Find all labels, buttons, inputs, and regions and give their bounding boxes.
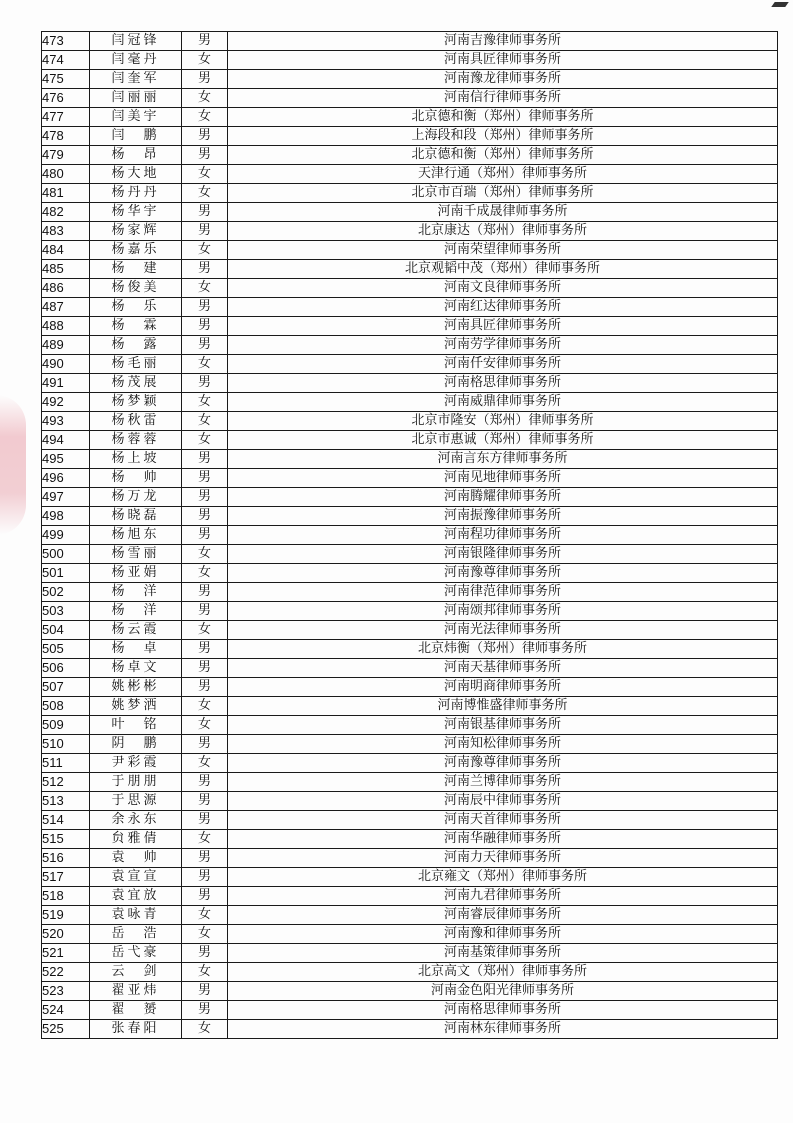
law-firm: 河南基策律师事务所 bbox=[228, 944, 778, 963]
row-number: 498 bbox=[42, 507, 90, 526]
person-name: 翟亚炜 bbox=[90, 982, 182, 1001]
law-firm: 河南颂邦律师事务所 bbox=[228, 602, 778, 621]
gender: 女 bbox=[182, 51, 228, 70]
law-firm: 北京市隆安（郑州）律师事务所 bbox=[228, 412, 778, 431]
law-firm: 河南劳学律师事务所 bbox=[228, 336, 778, 355]
person-name: 袁宣宣 bbox=[90, 868, 182, 887]
gender: 男 bbox=[182, 222, 228, 241]
person-name: 杨卓文 bbox=[90, 659, 182, 678]
person-name: 姚梦洒 bbox=[90, 697, 182, 716]
law-firm: 北京炜衡（郑州）律师事务所 bbox=[228, 640, 778, 659]
person-name: 杨家辉 bbox=[90, 222, 182, 241]
law-firm: 河南仟安律师事务所 bbox=[228, 355, 778, 374]
table-row bbox=[42, 298, 778, 317]
table-row bbox=[42, 203, 778, 222]
gender: 男 bbox=[182, 488, 228, 507]
gender: 男 bbox=[182, 583, 228, 602]
row-number: 517 bbox=[42, 868, 90, 887]
row-number: 524 bbox=[42, 1001, 90, 1020]
gender: 男 bbox=[182, 70, 228, 89]
table-row bbox=[42, 963, 778, 982]
person-name: 于朋朋 bbox=[90, 773, 182, 792]
law-firm: 北京德和衡（郑州）律师事务所 bbox=[228, 146, 778, 165]
gender: 男 bbox=[182, 982, 228, 1001]
row-number: 523 bbox=[42, 982, 90, 1001]
row-number: 508 bbox=[42, 697, 90, 716]
person-name: 杨华宇 bbox=[90, 203, 182, 222]
law-firm: 河南言东方律师事务所 bbox=[228, 450, 778, 469]
gender: 女 bbox=[182, 564, 228, 583]
row-number: 490 bbox=[42, 355, 90, 374]
law-firm: 天津行通（郑州）律师事务所 bbox=[228, 165, 778, 184]
table-row bbox=[42, 241, 778, 260]
row-number: 522 bbox=[42, 963, 90, 982]
roster-table-body bbox=[42, 32, 778, 1039]
law-firm: 河南威鼎律师事务所 bbox=[228, 393, 778, 412]
row-number: 494 bbox=[42, 431, 90, 450]
row-number: 512 bbox=[42, 773, 90, 792]
row-number: 479 bbox=[42, 146, 90, 165]
person-name: 杨云霞 bbox=[90, 621, 182, 640]
gender: 女 bbox=[182, 89, 228, 108]
table-row bbox=[42, 146, 778, 165]
person-name: 闫 鹏 bbox=[90, 127, 182, 146]
table-row bbox=[42, 1020, 778, 1039]
row-number: 491 bbox=[42, 374, 90, 393]
row-number: 476 bbox=[42, 89, 90, 108]
law-firm: 河南博惟盛律师事务所 bbox=[228, 697, 778, 716]
gender: 女 bbox=[182, 925, 228, 944]
law-firm: 北京雍文（郑州）律师事务所 bbox=[228, 868, 778, 887]
person-name: 闫丽丽 bbox=[90, 89, 182, 108]
gender: 女 bbox=[182, 355, 228, 374]
table-row bbox=[42, 792, 778, 811]
table-row bbox=[42, 659, 778, 678]
row-number: 520 bbox=[42, 925, 90, 944]
table-row bbox=[42, 526, 778, 545]
law-firm: 河南豫尊律师事务所 bbox=[228, 754, 778, 773]
person-name: 张春阳 bbox=[90, 1020, 182, 1039]
table-row bbox=[42, 374, 778, 393]
person-name: 袁 帅 bbox=[90, 849, 182, 868]
row-number: 513 bbox=[42, 792, 90, 811]
table-row bbox=[42, 583, 778, 602]
table-row bbox=[42, 336, 778, 355]
gender: 女 bbox=[182, 1020, 228, 1039]
gender: 女 bbox=[182, 621, 228, 640]
table-row bbox=[42, 982, 778, 1001]
law-firm: 河南文良律师事务所 bbox=[228, 279, 778, 298]
table-row bbox=[42, 279, 778, 298]
person-name: 杨蓉蓉 bbox=[90, 431, 182, 450]
row-number: 500 bbox=[42, 545, 90, 564]
person-name: 云 剑 bbox=[90, 963, 182, 982]
gender: 男 bbox=[182, 127, 228, 146]
row-number: 486 bbox=[42, 279, 90, 298]
row-number: 519 bbox=[42, 906, 90, 925]
law-firm: 河南吉豫律师事务所 bbox=[228, 32, 778, 51]
gender: 女 bbox=[182, 165, 228, 184]
gender: 男 bbox=[182, 735, 228, 754]
law-firm: 河南格思律师事务所 bbox=[228, 1001, 778, 1020]
row-number: 499 bbox=[42, 526, 90, 545]
gender: 女 bbox=[182, 184, 228, 203]
person-name: 杨万龙 bbox=[90, 488, 182, 507]
law-firm: 河南天基律师事务所 bbox=[228, 659, 778, 678]
person-name: 闫奎军 bbox=[90, 70, 182, 89]
row-number: 485 bbox=[42, 260, 90, 279]
gender: 男 bbox=[182, 849, 228, 868]
law-firm: 北京市惠诚（郑州）律师事务所 bbox=[228, 431, 778, 450]
table-row bbox=[42, 906, 778, 925]
law-firm: 河南力天律师事务所 bbox=[228, 849, 778, 868]
table-row bbox=[42, 925, 778, 944]
row-number: 521 bbox=[42, 944, 90, 963]
law-firm: 河南华融律师事务所 bbox=[228, 830, 778, 849]
table-row bbox=[42, 507, 778, 526]
row-number: 515 bbox=[42, 830, 90, 849]
law-firm: 河南豫尊律师事务所 bbox=[228, 564, 778, 583]
gender: 男 bbox=[182, 868, 228, 887]
row-number: 502 bbox=[42, 583, 90, 602]
row-number: 474 bbox=[42, 51, 90, 70]
person-name: 杨 卓 bbox=[90, 640, 182, 659]
gender: 男 bbox=[182, 298, 228, 317]
person-name: 余永东 bbox=[90, 811, 182, 830]
row-number: 511 bbox=[42, 754, 90, 773]
table-row bbox=[42, 735, 778, 754]
table-row bbox=[42, 716, 778, 735]
person-name: 杨毛丽 bbox=[90, 355, 182, 374]
gender: 男 bbox=[182, 374, 228, 393]
law-firm: 河南金色阳光律师事务所 bbox=[228, 982, 778, 1001]
person-name: 杨旭东 bbox=[90, 526, 182, 545]
gender: 男 bbox=[182, 773, 228, 792]
table-row bbox=[42, 621, 778, 640]
gender: 女 bbox=[182, 963, 228, 982]
gender: 女 bbox=[182, 108, 228, 127]
person-name: 杨雪丽 bbox=[90, 545, 182, 564]
row-number: 482 bbox=[42, 203, 90, 222]
table-row bbox=[42, 564, 778, 583]
row-number: 506 bbox=[42, 659, 90, 678]
gender: 男 bbox=[182, 450, 228, 469]
table-row bbox=[42, 488, 778, 507]
gender: 男 bbox=[182, 1001, 228, 1020]
scan-mark bbox=[771, 2, 789, 7]
gender: 女 bbox=[182, 754, 228, 773]
table-row bbox=[42, 165, 778, 184]
table-row bbox=[42, 108, 778, 127]
table-row bbox=[42, 678, 778, 697]
gender: 男 bbox=[182, 792, 228, 811]
person-name: 尹彩霞 bbox=[90, 754, 182, 773]
row-number: 487 bbox=[42, 298, 90, 317]
row-number: 478 bbox=[42, 127, 90, 146]
person-name: 于思源 bbox=[90, 792, 182, 811]
person-name: 袁咏青 bbox=[90, 906, 182, 925]
row-number: 503 bbox=[42, 602, 90, 621]
person-name: 杨 洋 bbox=[90, 583, 182, 602]
table-row bbox=[42, 450, 778, 469]
table-row bbox=[42, 127, 778, 146]
gender: 女 bbox=[182, 906, 228, 925]
row-number: 484 bbox=[42, 241, 90, 260]
law-firm: 河南荣望律师事务所 bbox=[228, 241, 778, 260]
law-firm: 河南林东律师事务所 bbox=[228, 1020, 778, 1039]
table-row bbox=[42, 944, 778, 963]
table-row bbox=[42, 70, 778, 89]
law-firm: 北京德和衡（郑州）律师事务所 bbox=[228, 108, 778, 127]
red-seal-stamp bbox=[0, 395, 26, 535]
gender: 男 bbox=[182, 811, 228, 830]
law-firm: 河南银基律师事务所 bbox=[228, 716, 778, 735]
row-number: 525 bbox=[42, 1020, 90, 1039]
person-name: 杨 洋 bbox=[90, 602, 182, 621]
person-name: 杨丹丹 bbox=[90, 184, 182, 203]
row-number: 497 bbox=[42, 488, 90, 507]
row-number: 492 bbox=[42, 393, 90, 412]
law-firm: 北京高文（郑州）律师事务所 bbox=[228, 963, 778, 982]
table-row bbox=[42, 849, 778, 868]
row-number: 495 bbox=[42, 450, 90, 469]
row-number: 507 bbox=[42, 678, 90, 697]
gender: 女 bbox=[182, 393, 228, 412]
person-name: 贠雅倩 bbox=[90, 830, 182, 849]
row-number: 475 bbox=[42, 70, 90, 89]
law-firm: 河南光法律师事务所 bbox=[228, 621, 778, 640]
gender: 男 bbox=[182, 944, 228, 963]
law-firm: 河南辰中律师事务所 bbox=[228, 792, 778, 811]
table-row bbox=[42, 602, 778, 621]
row-number: 514 bbox=[42, 811, 90, 830]
row-number: 505 bbox=[42, 640, 90, 659]
gender: 男 bbox=[182, 507, 228, 526]
gender: 男 bbox=[182, 146, 228, 165]
table-row bbox=[42, 32, 778, 51]
person-name: 杨大地 bbox=[90, 165, 182, 184]
gender: 男 bbox=[182, 469, 228, 488]
row-number: 509 bbox=[42, 716, 90, 735]
row-number: 489 bbox=[42, 336, 90, 355]
table-row bbox=[42, 773, 778, 792]
law-firm: 河南睿辰律师事务所 bbox=[228, 906, 778, 925]
row-number: 477 bbox=[42, 108, 90, 127]
row-number: 488 bbox=[42, 317, 90, 336]
table-row bbox=[42, 51, 778, 70]
table-row bbox=[42, 697, 778, 716]
gender: 男 bbox=[182, 32, 228, 51]
person-name: 杨嘉乐 bbox=[90, 241, 182, 260]
law-firm: 河南具匠律师事务所 bbox=[228, 317, 778, 336]
law-firm: 河南信行律师事务所 bbox=[228, 89, 778, 108]
person-name: 翟 赟 bbox=[90, 1001, 182, 1020]
row-number: 473 bbox=[42, 32, 90, 51]
table-row bbox=[42, 355, 778, 374]
person-name: 岳 浩 bbox=[90, 925, 182, 944]
gender: 女 bbox=[182, 412, 228, 431]
person-name: 阴 鹏 bbox=[90, 735, 182, 754]
gender: 女 bbox=[182, 279, 228, 298]
person-name: 岳弋豪 bbox=[90, 944, 182, 963]
law-firm: 北京观韬中茂（郑州）律师事务所 bbox=[228, 260, 778, 279]
table-row bbox=[42, 811, 778, 830]
person-name: 杨 霖 bbox=[90, 317, 182, 336]
law-firm: 河南九君律师事务所 bbox=[228, 887, 778, 906]
person-name: 杨亚娟 bbox=[90, 564, 182, 583]
law-firm: 河南具匠律师事务所 bbox=[228, 51, 778, 70]
table-row bbox=[42, 887, 778, 906]
law-firm: 河南千成晟律师事务所 bbox=[228, 203, 778, 222]
table-row bbox=[42, 393, 778, 412]
table-row bbox=[42, 469, 778, 488]
person-name: 闫美宇 bbox=[90, 108, 182, 127]
person-name: 闫毫丹 bbox=[90, 51, 182, 70]
law-firm: 河南振豫律师事务所 bbox=[228, 507, 778, 526]
law-firm: 河南程功律师事务所 bbox=[228, 526, 778, 545]
gender: 男 bbox=[182, 887, 228, 906]
table-row bbox=[42, 431, 778, 450]
gender: 女 bbox=[182, 545, 228, 564]
gender: 男 bbox=[182, 260, 228, 279]
row-number: 504 bbox=[42, 621, 90, 640]
person-name: 杨晓磊 bbox=[90, 507, 182, 526]
gender: 女 bbox=[182, 241, 228, 260]
law-firm: 北京康达（郑州）律师事务所 bbox=[228, 222, 778, 241]
gender: 男 bbox=[182, 678, 228, 697]
table-row bbox=[42, 868, 778, 887]
table-row bbox=[42, 412, 778, 431]
gender: 女 bbox=[182, 830, 228, 849]
row-number: 493 bbox=[42, 412, 90, 431]
law-firm: 河南明商律师事务所 bbox=[228, 678, 778, 697]
law-firm: 河南兰博律师事务所 bbox=[228, 773, 778, 792]
person-name: 杨梦颖 bbox=[90, 393, 182, 412]
law-firm: 河南律范律师事务所 bbox=[228, 583, 778, 602]
law-firm: 河南豫龙律师事务所 bbox=[228, 70, 778, 89]
law-firm: 河南红达律师事务所 bbox=[228, 298, 778, 317]
table-row bbox=[42, 545, 778, 564]
person-name: 杨茂展 bbox=[90, 374, 182, 393]
table-row bbox=[42, 184, 778, 203]
law-firm: 河南豫和律师事务所 bbox=[228, 925, 778, 944]
person-name: 杨上坡 bbox=[90, 450, 182, 469]
gender: 男 bbox=[182, 317, 228, 336]
table-row bbox=[42, 317, 778, 336]
table-row bbox=[42, 640, 778, 659]
person-name: 杨 建 bbox=[90, 260, 182, 279]
lawyer-roster-table bbox=[41, 31, 778, 1039]
law-firm: 河南格思律师事务所 bbox=[228, 374, 778, 393]
row-number: 518 bbox=[42, 887, 90, 906]
person-name: 姚彬彬 bbox=[90, 678, 182, 697]
row-number: 481 bbox=[42, 184, 90, 203]
row-number: 501 bbox=[42, 564, 90, 583]
person-name: 闫冠锋 bbox=[90, 32, 182, 51]
gender: 男 bbox=[182, 640, 228, 659]
gender: 男 bbox=[182, 336, 228, 355]
table-row bbox=[42, 89, 778, 108]
table-row bbox=[42, 754, 778, 773]
table-row bbox=[42, 1001, 778, 1020]
table-row bbox=[42, 222, 778, 241]
law-firm: 上海段和段（郑州）律师事务所 bbox=[228, 127, 778, 146]
gender: 女 bbox=[182, 431, 228, 450]
person-name: 杨 乐 bbox=[90, 298, 182, 317]
law-firm: 河南银隆律师事务所 bbox=[228, 545, 778, 564]
row-number: 483 bbox=[42, 222, 90, 241]
row-number: 480 bbox=[42, 165, 90, 184]
gender: 男 bbox=[182, 659, 228, 678]
law-firm: 北京市百瑞（郑州）律师事务所 bbox=[228, 184, 778, 203]
gender: 女 bbox=[182, 697, 228, 716]
gender: 男 bbox=[182, 602, 228, 621]
row-number: 510 bbox=[42, 735, 90, 754]
law-firm: 河南腾耀律师事务所 bbox=[228, 488, 778, 507]
person-name: 叶 铭 bbox=[90, 716, 182, 735]
law-firm: 河南知松律师事务所 bbox=[228, 735, 778, 754]
gender: 男 bbox=[182, 203, 228, 222]
gender: 女 bbox=[182, 716, 228, 735]
person-name: 杨 昂 bbox=[90, 146, 182, 165]
person-name: 杨秋雷 bbox=[90, 412, 182, 431]
gender: 男 bbox=[182, 526, 228, 545]
table-row bbox=[42, 830, 778, 849]
person-name: 杨 露 bbox=[90, 336, 182, 355]
person-name: 杨 帅 bbox=[90, 469, 182, 488]
row-number: 496 bbox=[42, 469, 90, 488]
row-number: 516 bbox=[42, 849, 90, 868]
person-name: 杨俊美 bbox=[90, 279, 182, 298]
law-firm: 河南天首律师事务所 bbox=[228, 811, 778, 830]
table-row bbox=[42, 260, 778, 279]
person-name: 袁宜放 bbox=[90, 887, 182, 906]
law-firm: 河南见地律师事务所 bbox=[228, 469, 778, 488]
